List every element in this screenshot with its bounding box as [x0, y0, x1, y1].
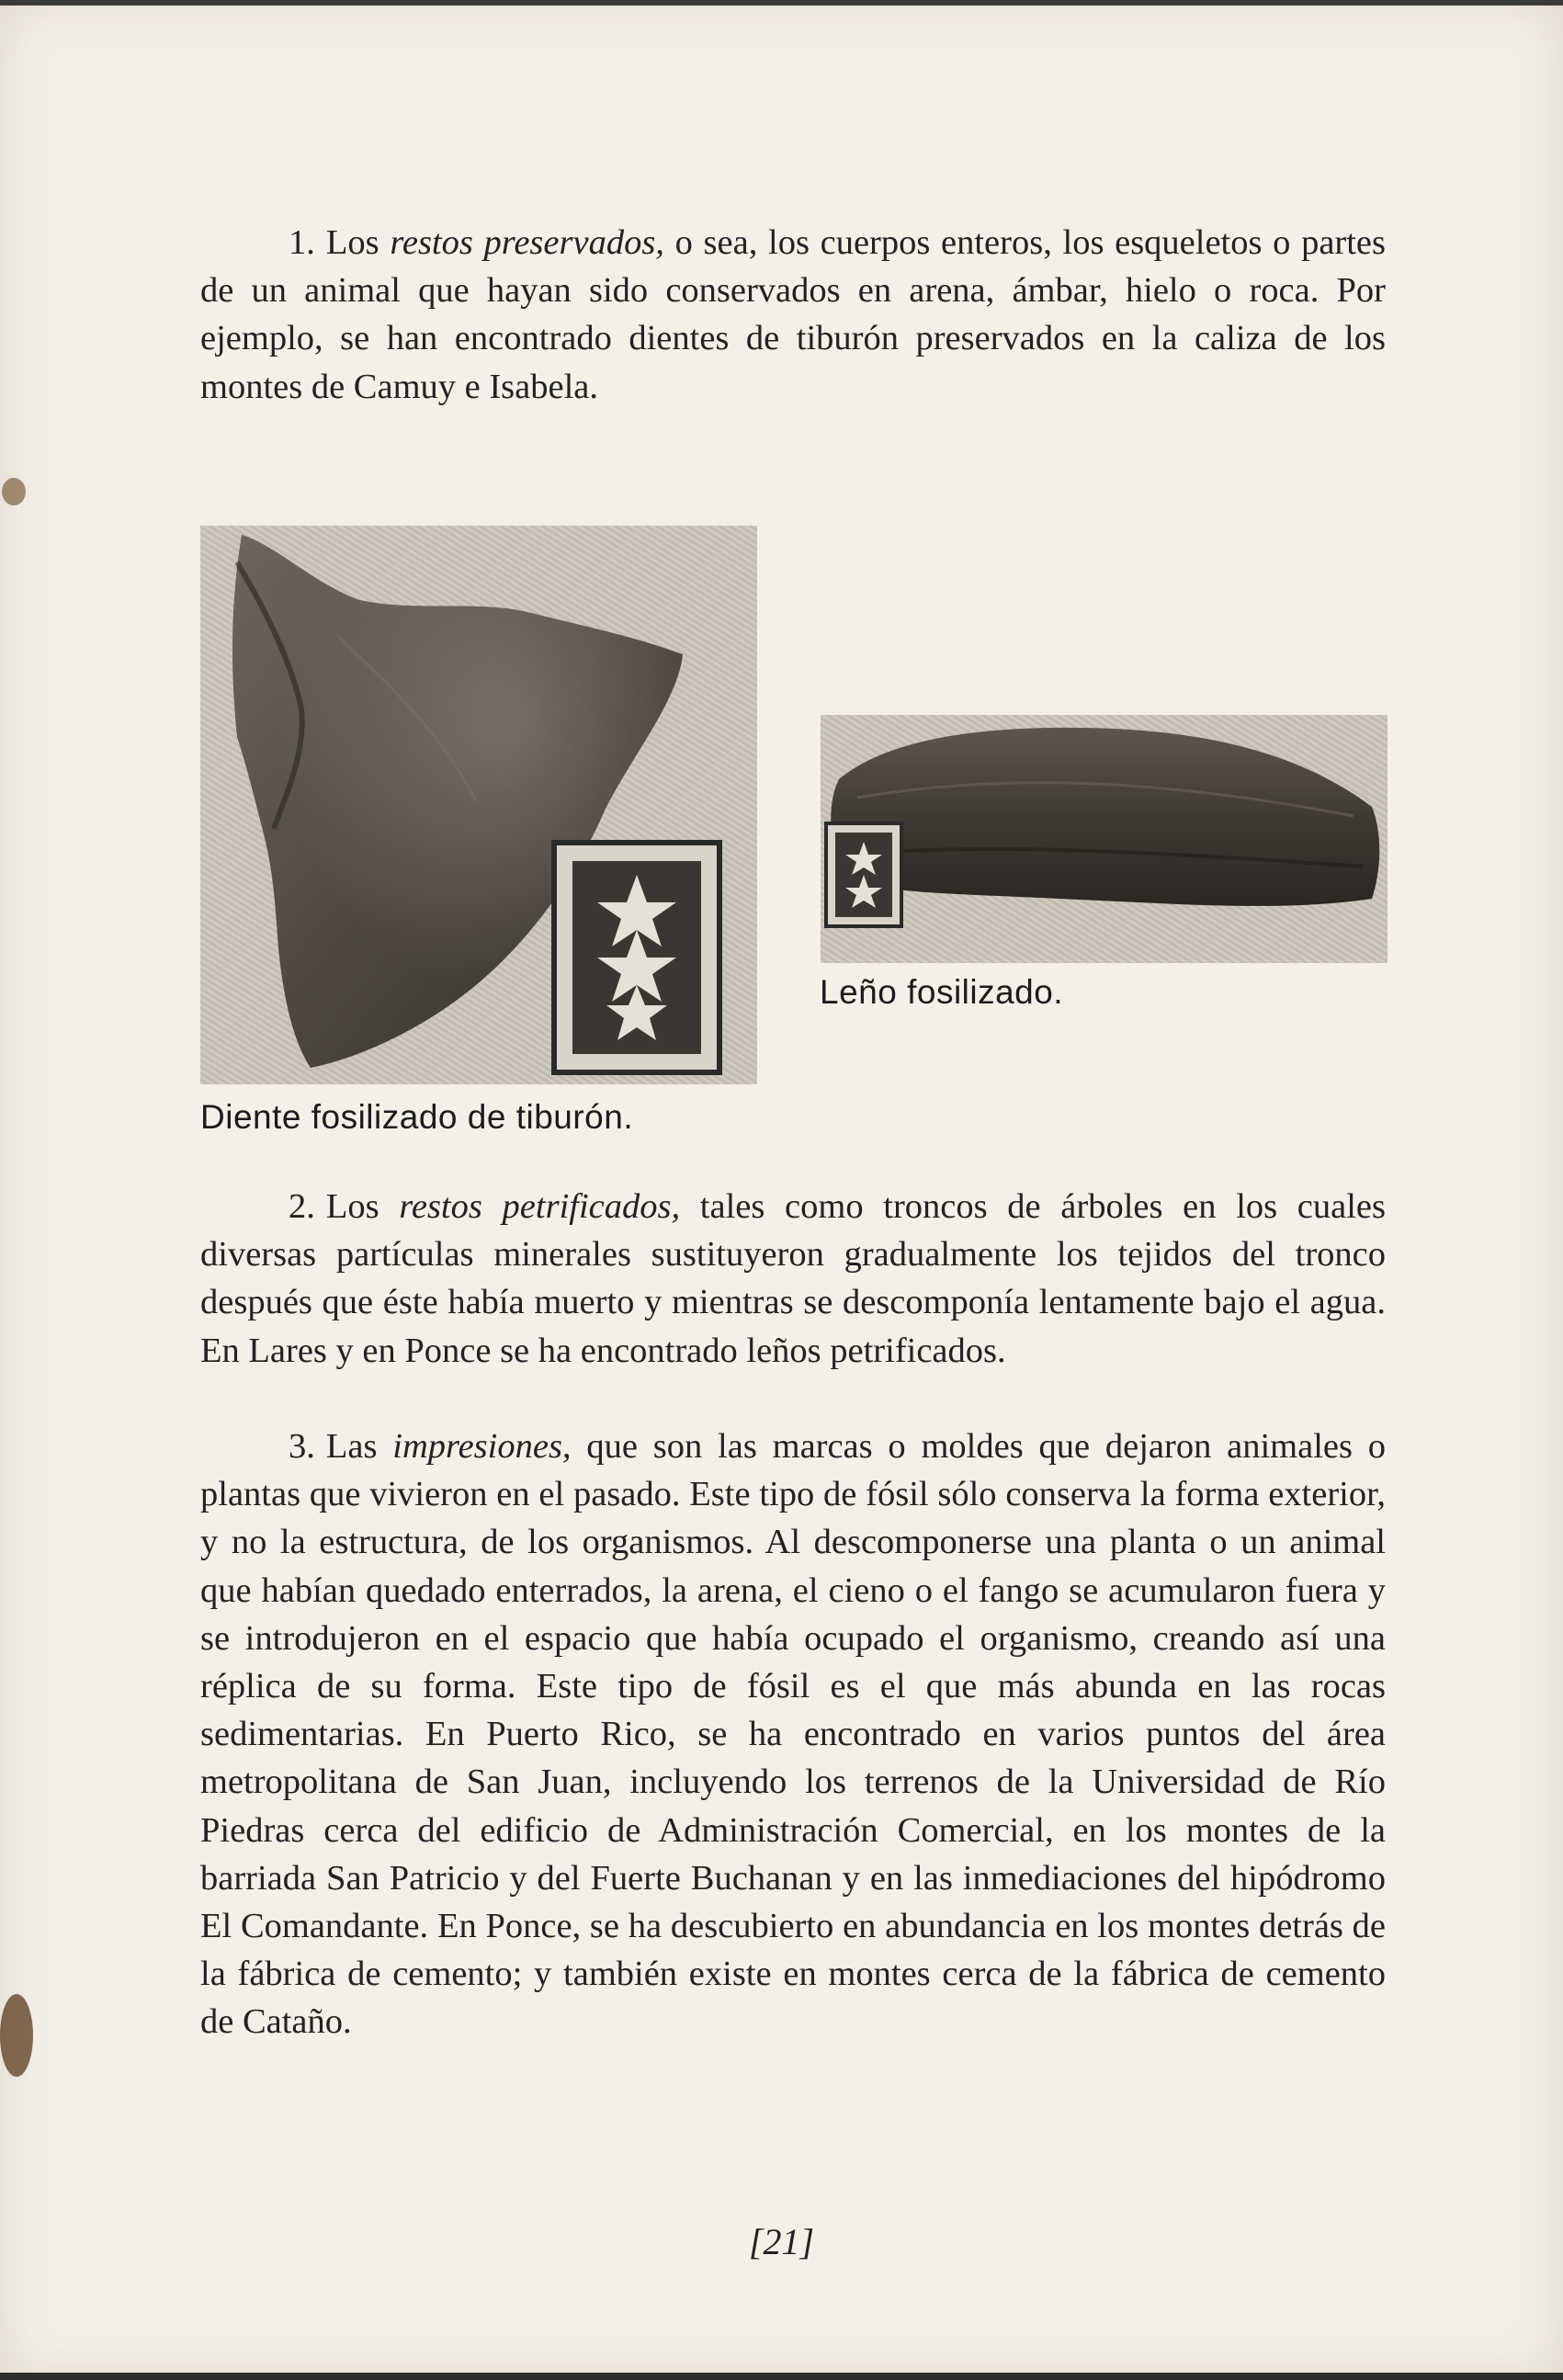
paragraph-number: 3.: [289, 1427, 315, 1466]
tooth-caption: Diente fosilizado de tiburón.: [200, 1098, 634, 1136]
paragraph-body: que son las marcas o moldes que dejaron animales o plantas que vivieron en el pasado. Este tipo de fósil sólo conserva la forma exterior, y no la estructura, de los organismos. Al descomponerse una planta o un animal que habían quedado enterrados, la arena, el cieno o el fango se acumularon fuera y se introdujeron en el espacio que había ocupado el organismo, creando así una réplica de su forma. Este tipo de fósil es el que más abunda en las rocas sedimentarias. En Puerto Rico, se ha encontrado en varios puntos del área metropolitana de San Juan, incluyendo los terrenos de la Universidad de Río Piedras cerca del edificio de Administración Comercial, en los montes de la barriada San Patricio y del Fuerte Buchanan y en las inmediaciones del hipódromo El Comandante. En Ponce, se ha descubierto en abundancia en los montes detrás de la fábrica de cemento; y también existe en montes cerca de la fábrica de cemento de Cataño.: [200, 1427, 1387, 2042]
paragraph-3: [200, 1422, 1386, 2046]
margin-stain: [2, 478, 26, 505]
paragraph-1: [200, 219, 1386, 411]
paragraph-number: 1.: [289, 223, 315, 262]
paragraph-term: restos preservados,: [390, 223, 664, 262]
paragraph-body: o sea, los cuerpos enteros, los esqueletos o partes de un animal que hayan sido conservados en arena, ámbar, hielo o roca. Por ejemplo, se han encontrado dientes de tiburón preservados en la caliza de los montes de Camuy e Isabela.: [200, 223, 1387, 406]
paragraph-2: [200, 1183, 1386, 1375]
margin-stain: [0, 1994, 33, 2077]
paragraph-number: 2.: [289, 1187, 315, 1226]
paragraph-term: impresiones,: [392, 1427, 572, 1466]
paragraph-article: Las: [325, 1427, 378, 1466]
shark-tooth-photo: [200, 526, 757, 1084]
page-number: [21]: [748, 2221, 815, 2262]
fossil-wood-photo: [821, 715, 1387, 963]
paragraph-article: Los: [325, 1187, 379, 1226]
paragraph-body: tales como troncos de árboles en los cuales diversas partículas minerales sustituyeron gradualmente los tejidos del tronco después que éste había muerto y mientras se descomponía lentamente bajo el agua. En Lares y en Ponce se ha encontrado leños petrificados.: [200, 1187, 1386, 1370]
paragraph-term: restos petrificados,: [399, 1187, 681, 1226]
wood-caption: Leño fosilizado.: [820, 973, 1064, 1011]
paragraph-article: Los: [325, 223, 379, 262]
